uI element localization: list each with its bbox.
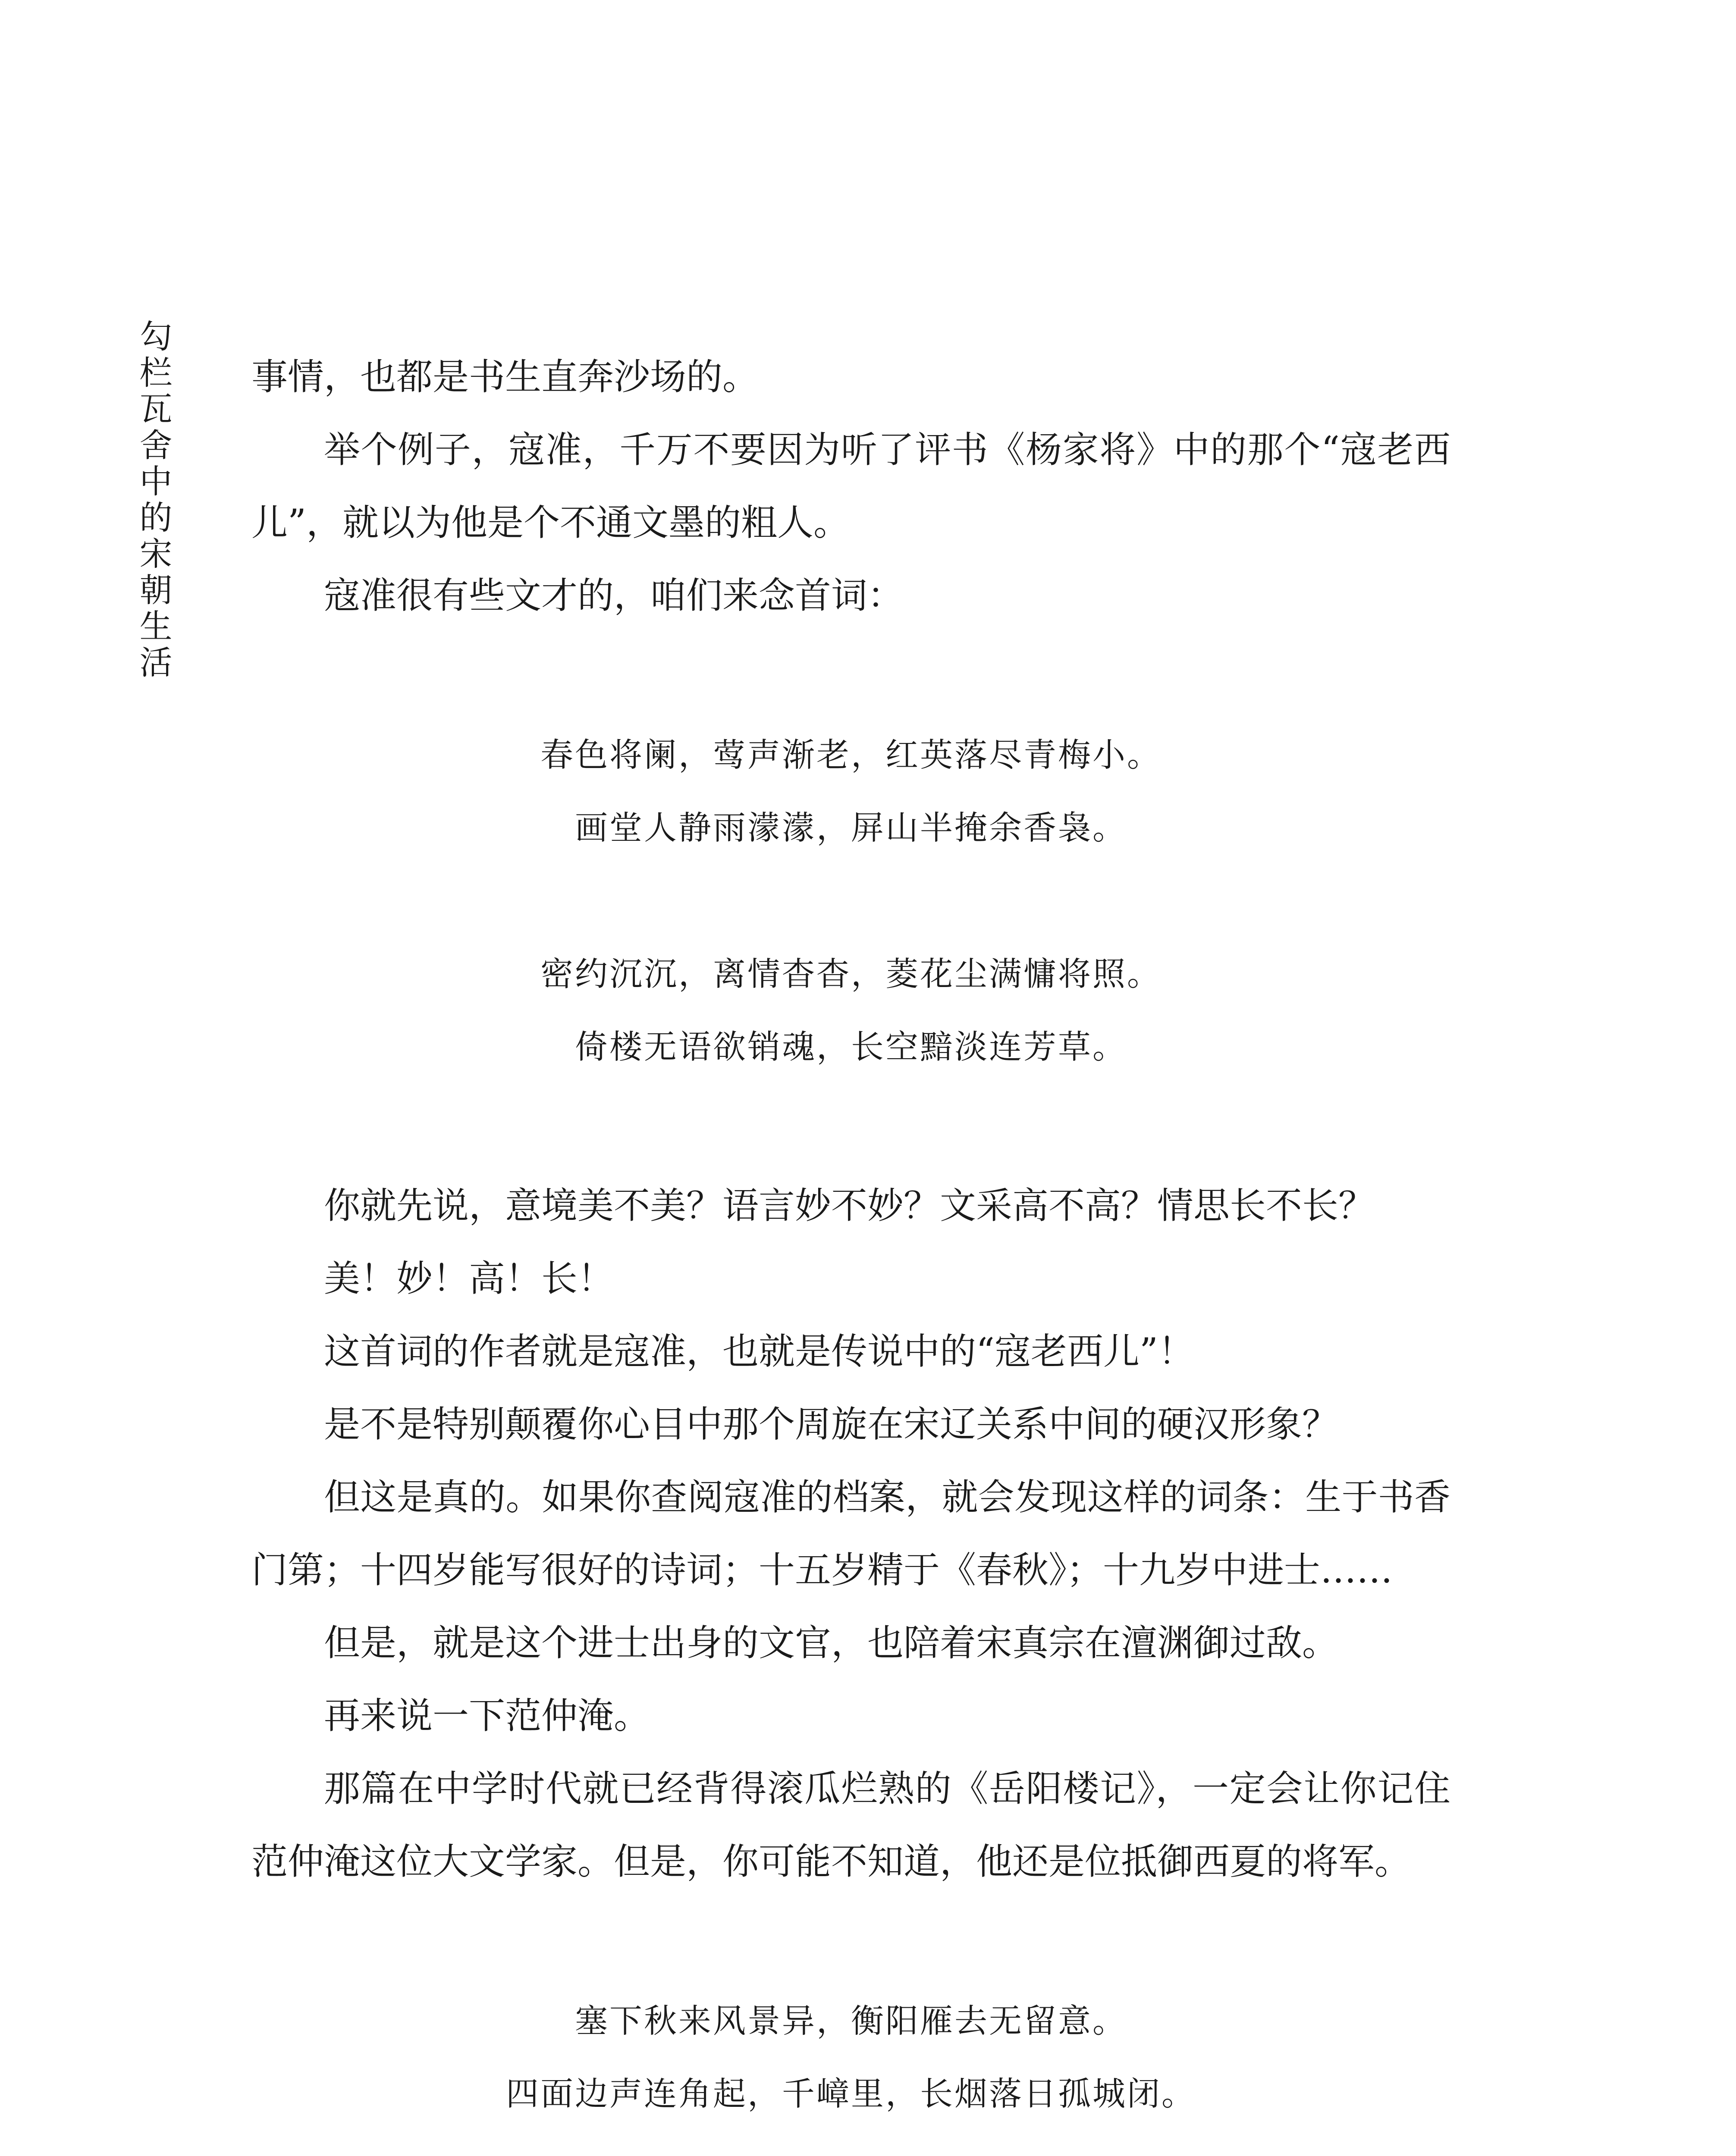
paragraph: 这首词的作者就是寇准，也就是传说中的“寇老西儿”！ xyxy=(324,1330,1194,1373)
poem-line: 画堂人静雨濛濛，屏山半掩余香袅。 xyxy=(575,808,1127,847)
paragraph: 事情，也都是书生直奔沙场的。 xyxy=(251,356,759,398)
poem-line: 四面边声连角起，千嶂里，长烟落日孤城闭。 xyxy=(506,2075,1196,2113)
poem-line: 塞下秋来风景异，衡阳雁去无留意。 xyxy=(575,2002,1127,2040)
poem-stanza-2 xyxy=(251,937,1450,1083)
page-body xyxy=(251,341,1450,2130)
poem-stanza-1 xyxy=(251,718,1450,864)
running-header-title: 勾栏瓦舍中的宋朝生活 xyxy=(134,319,173,681)
paragraph: 美！妙！高！长！ xyxy=(324,1257,614,1300)
paragraph: 寇准很有些文才的，咱们来念首词： xyxy=(324,574,904,617)
paragraph: 但是，就是这个进士出身的文官，也陪着宋真宗在澶渊御过敌。 xyxy=(324,1622,1339,1664)
paragraph: 举个例子，寇准，千万不要因为听了评书《杨家将》中的那个“寇老西儿”，就以为他是个不通文墨的粗人。 xyxy=(251,429,1450,544)
poem-line: 春色将阑，莺声渐老，红英落尽青梅小。 xyxy=(540,736,1162,774)
paragraph: 你就先说，意境美不美？语言妙不妙？文采高不高？情思长不长？ xyxy=(324,1185,1375,1227)
paragraph: 那篇在中学时代就已经背得滚瓜烂熟的《岳阳楼记》，一定会让你记住范仲淹这位大文学家。但是，你可能不知道，他还是位抵御西夏的将军。 xyxy=(251,1767,1450,1883)
poem-stanza-3 xyxy=(251,1984,1450,2130)
paragraph: 再来说一下范仲淹。 xyxy=(324,1695,650,1737)
paragraph: 但这是真的。如果你查阅寇准的档案，就会发现这样的词条：生于书香门第；十四岁能写很好的诗词；十五岁精于《春秋》；十九岁中进士…… xyxy=(251,1476,1450,1591)
poem-line: 倚楼无语欲销魂，长空黯淡连芳草。 xyxy=(575,1028,1127,1066)
poem-line: 密约沉沉，离情杳杳，菱花尘满慵将照。 xyxy=(540,955,1162,993)
paragraph: 是不是特别颠覆你心目中那个周旋在宋辽关系中间的硬汉形象？ xyxy=(324,1403,1339,1445)
